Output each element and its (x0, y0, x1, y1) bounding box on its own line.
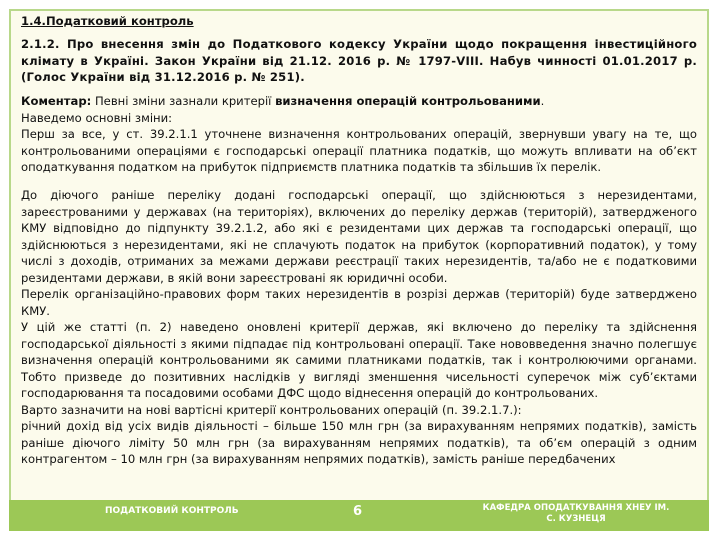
paragraph: Перелік організаційно-правових форм таких нерезидентів в розрізі держав (територій) буде затверджено КМУ. (21, 287, 697, 318)
comment-section (21, 93, 697, 176)
law-title: 2.1.2. Про внесення змін до Податкового кодексу України щодо покращення інвестиційного клімату в Україні. Закон України від 21.12. 2016 р. № 1797-VIII. Набув чинності 01.01.2017 р. (Голос України від 31.12.2016 р. № 251). (21, 37, 697, 84)
footer-department: КАФЕДРА ОПОДАТКУВАННЯ ХНЕУ ІМ. С. КУЗНЕЦЯ (482, 503, 670, 524)
paragraph: річний дохід від усіх видів діяльності – більше 150 млн грн (за вирахуванням непрямих податків), замість раніше діючого ліміту 50 млн грн (за вирахуванням непрямих податків), та об’єм операцій з одним контрагентом – 10 млн грн (за вирахуванням непрямих податків), замість раніше передбачених (21, 419, 697, 466)
section-heading: 1.4.Податковий контроль (21, 14, 194, 28)
paragraph: У цій же статті (п. 2) наведено оновлені критерії держав, які включено до переліку та здійснення господарської діяльності з якими підпадає під контрольовані операції. Таке нововведення значно полегшує визначення операцій контрольованими як самими платниками податків, так і контролюючими органами. Тобто призведе до позитивних наслідків у вигляді зменшення чисельності суперечок між суб’єктами господарювання та посадовими особами ДФС щодо віднесення операцій до контрольованих. (21, 320, 697, 400)
comment-text: Певні зміни зазнали критерії (91, 94, 276, 108)
comment-end: . (540, 94, 545, 108)
paragraph: До діючого раніше переліку додані господарські операції, що здійснюються з нерезидентами, зареєстрованими у державах (на територіях), включених до переліку держав (територій), затвердженого КМУ відповідно до підпункту 39.2.1.2, або які є резидентами цих держав та господарські операції, що здійснюються з нерезидентами, які не сплачують податок на прибуток (корпоративний податок), у тому числі з доходів, отриманих за межами держави реєстрації таких нерезидентів, та/або не є податковими резидентами держави, в якій вони зареєстровані як юридичні особи. (21, 188, 697, 285)
comment-line (21, 93, 697, 110)
page-number: 6 (353, 504, 363, 519)
main-section (21, 187, 697, 468)
footer-title: ПОДАТКОВИЙ КОНТРОЛЬ (105, 506, 239, 516)
paragraph: Перш за все, у ст. 39.2.1.1 уточнене визначення контрольованих операцій, звернувши увагу на те, що контрольованими операціями є господарські операції платника податків, що можуть впливати на об’єкт оподаткування податком на прибуток підприємств платника податків та збільшив їх перелік. (21, 127, 697, 174)
comment-emphasis: визначення операцій контрольованими (275, 94, 541, 108)
paragraph: Варто зазначити на нові вартісні критерії контрольованих операцій (п. 39.2.1.7.): (21, 402, 522, 417)
comment-label: Коментар: (21, 94, 92, 108)
paragraph: Наведемо основні зміни: (21, 110, 173, 125)
footer-bar (9, 500, 709, 531)
